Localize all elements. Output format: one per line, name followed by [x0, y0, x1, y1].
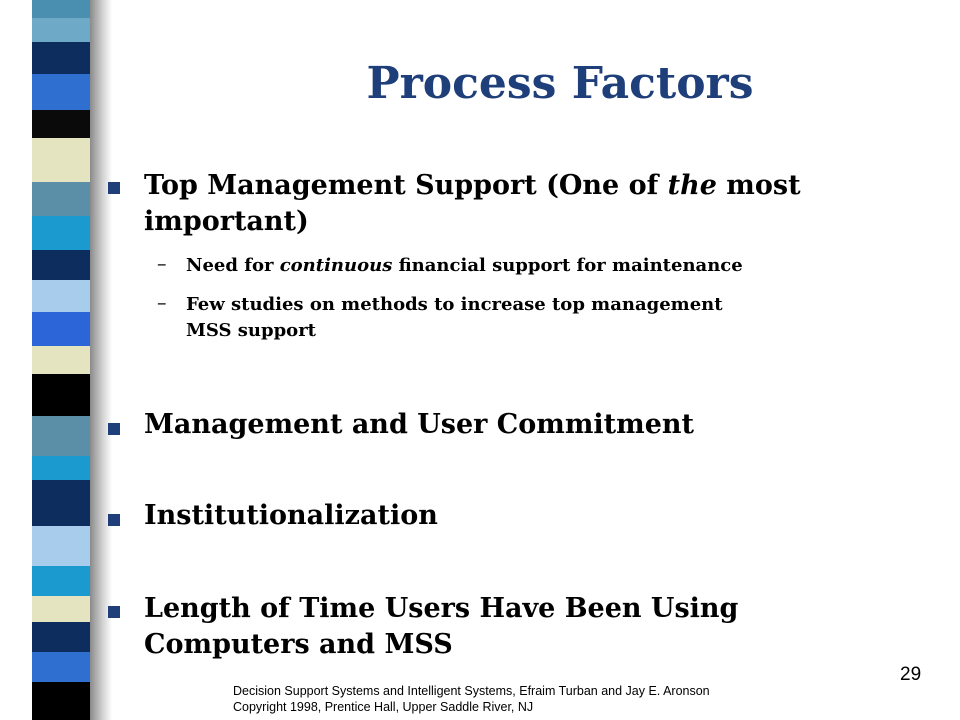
bullet-text-part: important) [144, 206, 309, 237]
sub-bullet-continuous-support [186, 253, 956, 279]
bullet-text-part: Computers and MSS [144, 629, 453, 660]
bullet-management-user-commitment: Management and User Commitment [144, 409, 694, 440]
strip-block [32, 480, 90, 526]
bullet-top-management-support [144, 168, 934, 240]
bullet-text-part: Length of Time Users Have Been Using [144, 593, 739, 624]
bullet-marker [108, 514, 120, 526]
strip-block [32, 456, 90, 480]
bullet-institutionalization: Institutionalization [144, 500, 438, 531]
sub-bullet-marker: – [157, 253, 167, 275]
bullet-marker [108, 182, 120, 194]
strip-block [32, 110, 90, 138]
strip-block [32, 374, 90, 416]
strip-block [32, 526, 90, 566]
strip-block [32, 42, 90, 74]
strip-block [32, 416, 90, 456]
strip-block [32, 0, 90, 18]
strip-block [32, 312, 90, 346]
sub-bullet-text-part: MSS support [186, 320, 316, 341]
strip-block [32, 280, 90, 312]
sub-bullet-text-part: financial support for maintenance [392, 255, 743, 276]
strip-block [32, 250, 90, 280]
strip-block [32, 682, 90, 720]
strip-block [32, 566, 90, 596]
sub-bullet-few-studies [186, 292, 956, 344]
decorative-color-strip [32, 0, 90, 720]
strip-block [32, 216, 90, 250]
strip-block [32, 18, 90, 42]
page-number: 29 [900, 664, 922, 685]
strip-block [32, 652, 90, 682]
strip-block [32, 138, 90, 182]
sub-bullet-text-part: Need for [186, 255, 280, 276]
footer-citation: Decision Support Systems and Intelligent Systems, Efraim Turban and Jay E. Aronson [233, 684, 710, 698]
strip-block [32, 182, 90, 216]
bullet-text-part: Top Management Support (One of [144, 170, 668, 201]
sub-bullet-text-emphasis: continuous [279, 255, 393, 276]
strip-block [32, 596, 90, 622]
footer-copyright: Copyright 1998, Prentice Hall, Upper Saddle River, NJ [233, 700, 534, 714]
slide-title: Process Factors [366, 58, 754, 109]
bullet-marker [108, 423, 120, 435]
sub-bullet-text-part: Few studies on methods to increase top management [186, 294, 723, 315]
bullet-length-of-time [144, 591, 934, 663]
strip-block [32, 346, 90, 374]
bullet-marker [108, 606, 120, 618]
strip-block [32, 74, 90, 110]
bullet-text-emphasis: the [667, 170, 717, 201]
sub-bullet-marker: – [157, 292, 167, 314]
strip-block [32, 622, 90, 652]
bullet-text-part: most [716, 170, 801, 201]
